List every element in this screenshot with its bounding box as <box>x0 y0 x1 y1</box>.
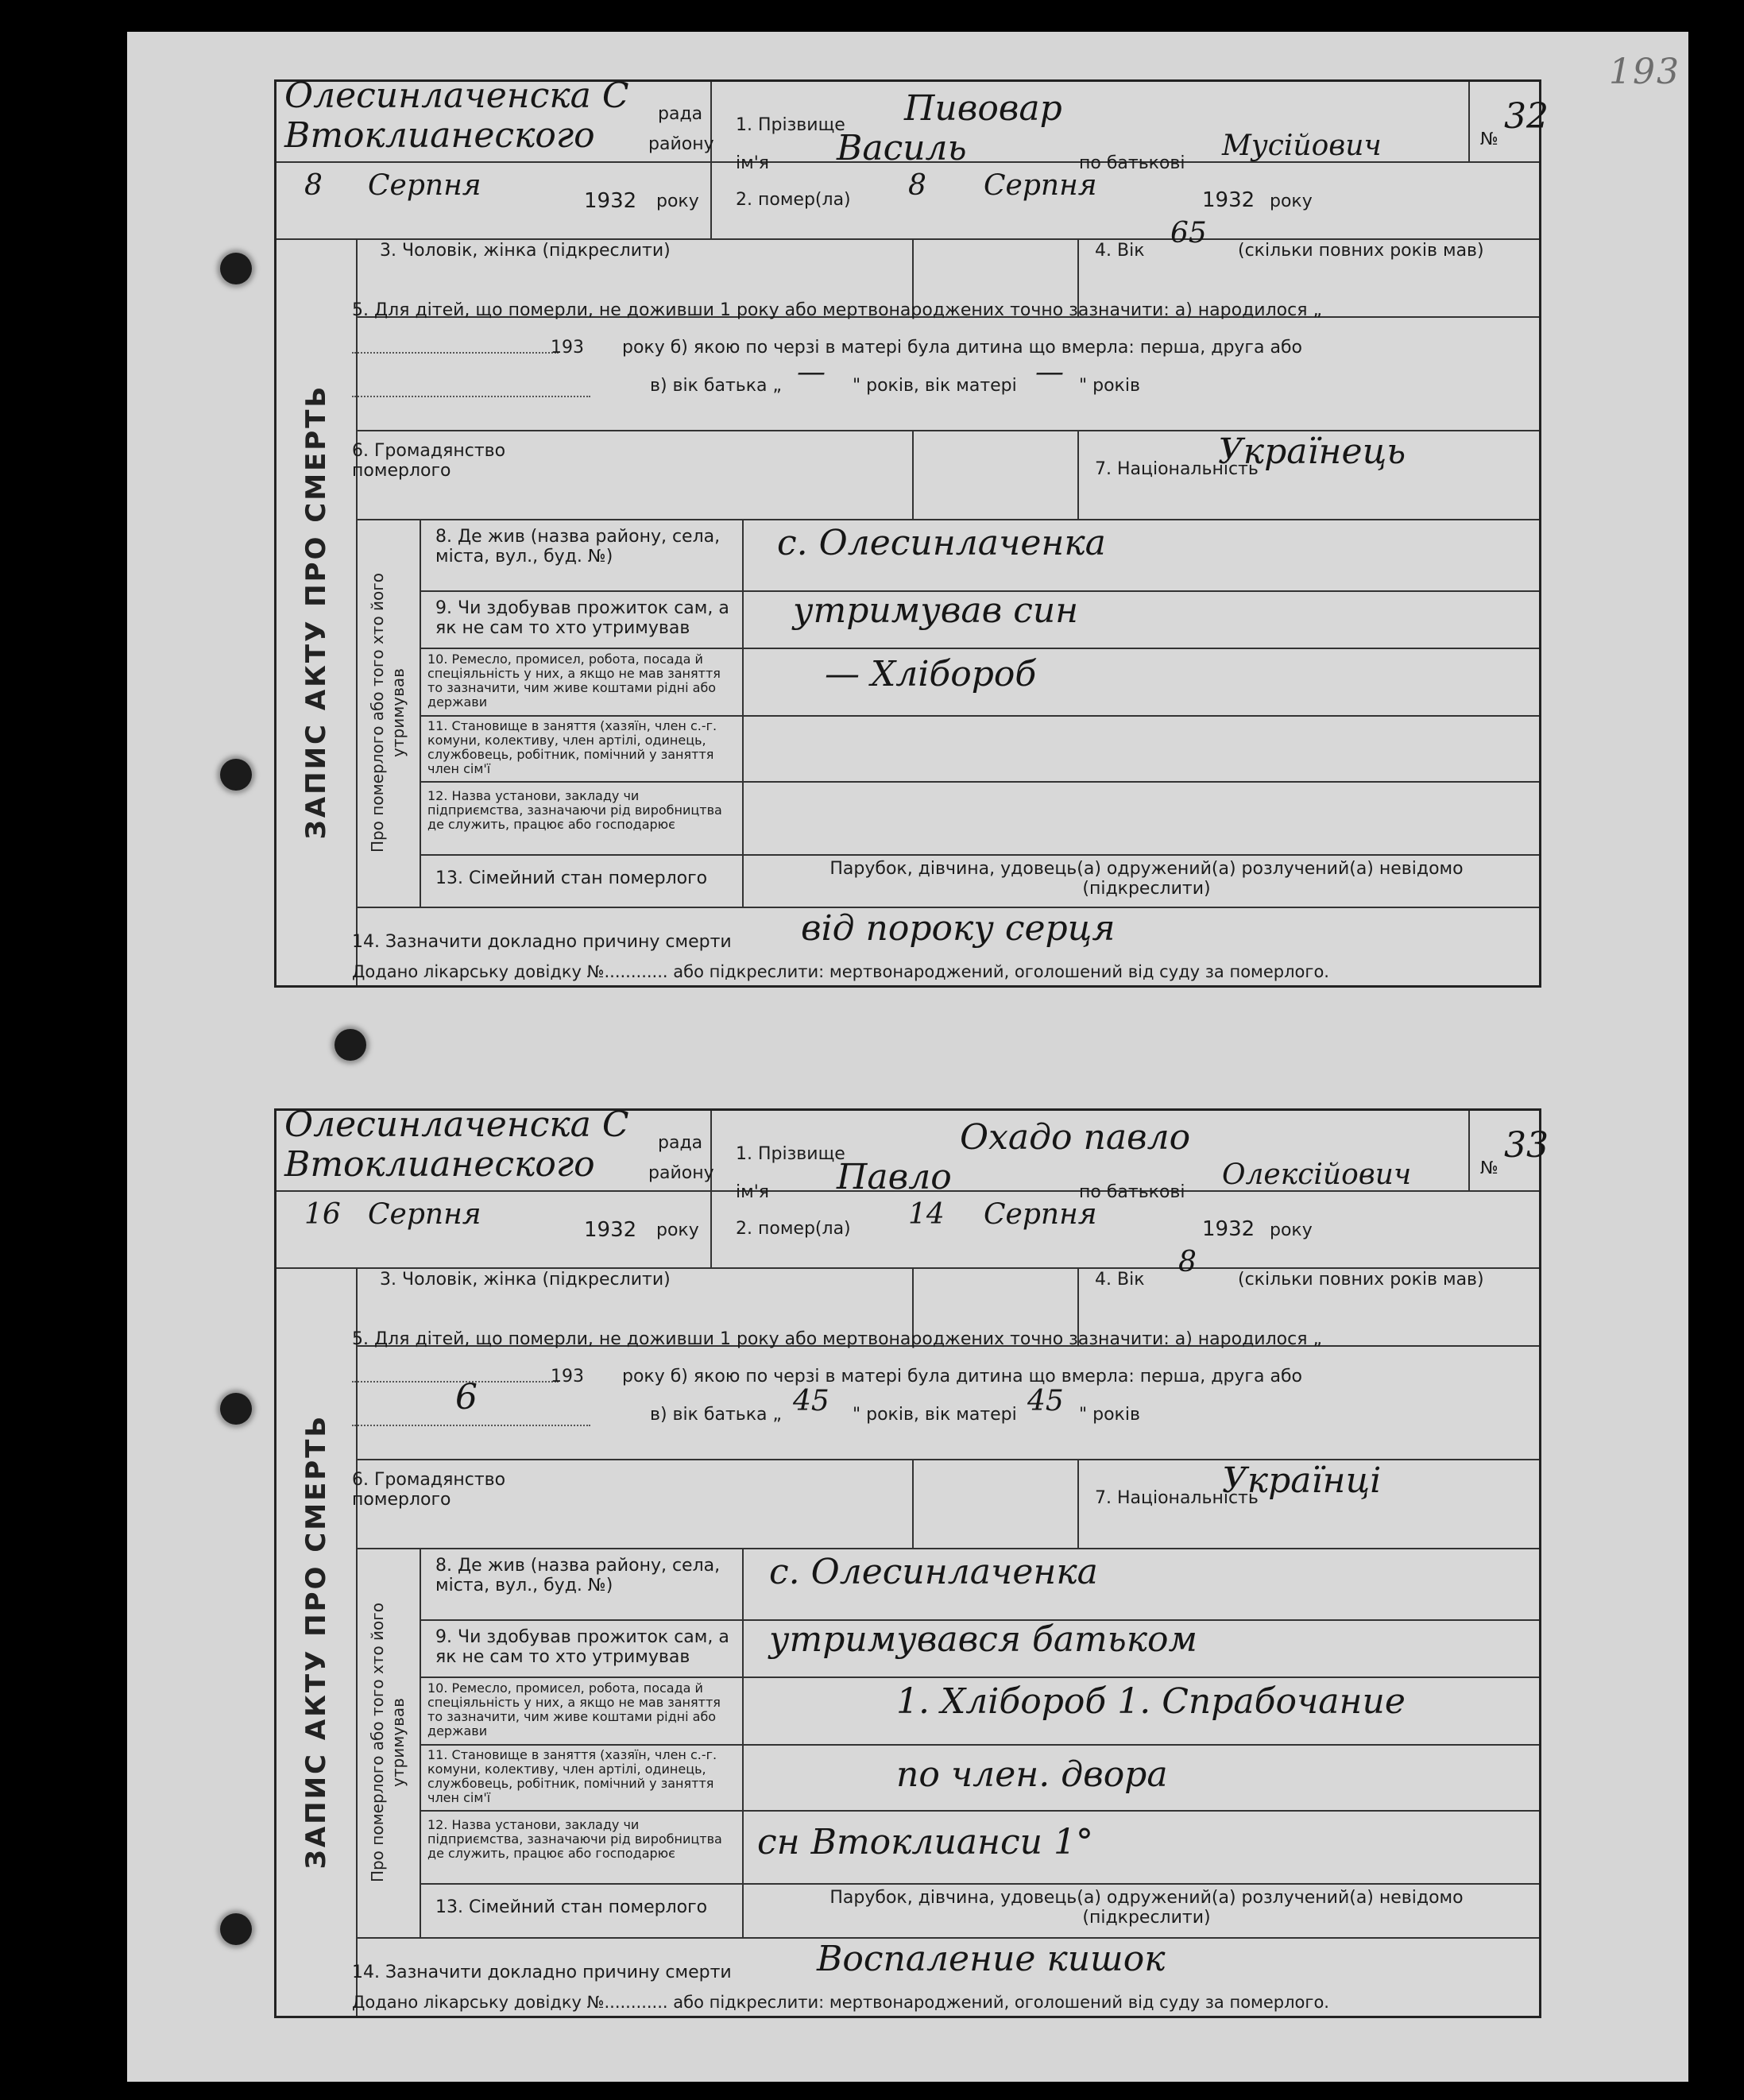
residence-handwritten: с. Олесинлаченка <box>769 1552 1098 1592</box>
marital-status-options: Парубок, дівчина, удовець(а) одружений(а) розлучений(а) невідомо (підкреслити) <box>829 859 1464 899</box>
sub-side-panel <box>356 1548 421 1937</box>
record-side-title: ЗАПИС АКТУ ПРО СМЕРТЬ <box>300 384 332 840</box>
child-birth-year: 193 <box>551 1367 584 1386</box>
citizenship-label: 6. Громадянство померлого <box>352 441 506 481</box>
age-handwritten: 8 <box>1178 1246 1197 1278</box>
punch-hole <box>220 253 252 284</box>
patronymic-label: по батькові <box>1079 153 1185 173</box>
patronymic-label: по батькові <box>1079 1182 1185 1202</box>
district-label: району <box>648 134 714 154</box>
reg-year-label: року <box>656 1220 699 1240</box>
reg-day-handwritten: 8 <box>304 169 323 202</box>
reg-day-handwritten: 16 <box>304 1198 341 1231</box>
medical-certificate-footer: Додано лікарську довідку №............ або підкреслити: мертвонароджений, оголошений від суду за померлого. <box>352 1993 1329 2012</box>
death-year: 1932 <box>1202 188 1255 212</box>
sex-label: 3. Чоловік, жінка (підкреслити) <box>380 241 671 261</box>
age-label: 4. Вік <box>1095 241 1145 261</box>
employment-status-handwritten: по член. двора <box>896 1754 1168 1795</box>
death-year: 1932 <box>1202 1217 1255 1241</box>
surname-label: 1. Прізвище <box>736 1144 845 1164</box>
occupation-label: 10. Ремесло, промисел, робота, посада й спеціяльність у них, а якщо не мав заняття то зазначити, чим живе коштами рідні або держави <box>427 1680 721 1738</box>
child-birth-year: 193 <box>551 338 584 358</box>
cause-of-death-handwritten: Воспаление кишок <box>817 1939 1166 1979</box>
mother-age-handwritten: — <box>1035 356 1064 389</box>
marital-status-label: 13. Сімейний стан померлого <box>435 1897 708 1917</box>
residence-handwritten: с. Олесинлаченка <box>777 523 1106 563</box>
support-label: 9. Чи здобував прожиток сам, а як не сам то хто утримував <box>435 598 729 638</box>
cause-of-death-handwritten: від пороку серця <box>801 908 1116 949</box>
employment-status-label: 11. Становище в заняття (хазяїн, член с.-г. комуни, колективу, член артілі, одинець, службовець, робітник, помічний у заняття член сім'ї <box>427 718 717 776</box>
mother-age-handwritten: 45 <box>1027 1385 1064 1417</box>
nationality-label: 7. Національність <box>1095 1488 1259 1508</box>
district-handwritten: Втоклианеского <box>284 1144 595 1185</box>
punch-hole <box>334 1029 366 1061</box>
child-clause-line1: 5. Для дітей, що померли, не доживши 1 року або мертвонароджених точно зазначити: а) народилося „ <box>352 300 1322 320</box>
mother-age-suffix: " років <box>1079 376 1140 396</box>
sub-side-panel <box>356 519 421 907</box>
reg-year-label: року <box>656 191 699 211</box>
nationality-label: 7. Національність <box>1095 459 1259 479</box>
surname-label: 1. Прізвище <box>736 115 845 135</box>
support-handwritten: утримувався батьком <box>769 1619 1197 1660</box>
sub-side-title: Про померлого або того хто його утримував <box>368 1602 408 1883</box>
name-handwritten: Василь <box>837 128 967 168</box>
surname-handwritten: Охадо павло <box>960 1117 1191 1158</box>
reg-month-handwritten: Серпня <box>368 169 481 202</box>
district-label: району <box>648 1163 714 1183</box>
death-record-32 <box>274 75 1549 988</box>
name-label: ім'я <box>736 1182 769 1202</box>
death-date-label: 2. помер(ла) <box>736 1219 851 1239</box>
employment-status-label: 11. Становище в заняття (хазяїн, член с.-г. комуни, колективу, член артілі, одинець, службовець, робітник, помічний у заняття член сім'ї <box>427 1747 717 1805</box>
record-side-title: ЗАПИС АКТУ ПРО СМЕРТЬ <box>300 1414 332 1870</box>
number-label: № <box>1480 130 1498 149</box>
death-day-handwritten: 8 <box>908 169 926 202</box>
father-age-handwritten: — <box>797 356 826 389</box>
support-handwritten: утримував син <box>793 590 1079 631</box>
mother-age-label: " років, вік матері <box>853 376 1017 396</box>
number-label: № <box>1480 1158 1498 1178</box>
reg-year: 1932 <box>584 1218 637 1242</box>
age-label: 4. Вік <box>1095 1270 1145 1290</box>
age-suffix: (скільки повних років мав) <box>1238 1270 1484 1290</box>
surname-handwritten: Пивовар <box>904 88 1062 129</box>
punch-hole <box>220 1393 252 1425</box>
workplace-label: 12. Назва установи, закладу чи підприємства, зазначаючи рід виробництва де служить, працює або господарює <box>427 788 722 832</box>
record-number-handwritten: 32 <box>1504 96 1549 137</box>
sex-label: 3. Чоловік, жінка (підкреслити) <box>380 1270 671 1290</box>
marital-status-options: Парубок, дівчина, удовець(а) одружений(а) розлучений(а) невідомо (підкреслити) <box>829 1888 1464 1928</box>
child-order-handwritten: 6 <box>455 1377 478 1417</box>
workplace-handwritten: сн Втоклианси 1° <box>757 1822 1093 1862</box>
cause-of-death-label: 14. Зазначити докладно причину смерти <box>352 1963 732 1982</box>
death-year-label: року <box>1270 191 1313 211</box>
name-handwritten: Павло <box>837 1157 952 1197</box>
marital-status-label: 13. Сімейний стан померлого <box>435 868 708 888</box>
cause-of-death-label: 14. Зазначити докладно причину смерти <box>352 932 732 952</box>
mother-age-suffix: " років <box>1079 1405 1140 1425</box>
death-day-handwritten: 14 <box>908 1198 945 1231</box>
council-label: рада <box>658 1133 703 1153</box>
support-label: 9. Чи здобував прожиток сам, а як не сам то хто утримував <box>435 1627 729 1667</box>
death-year-label: року <box>1270 1220 1313 1240</box>
punch-hole <box>220 1913 252 1945</box>
residence-label: 8. Де жив (назва району, села, міста, вул., буд. №) <box>435 1556 721 1595</box>
father-age-handwritten: 45 <box>793 1385 829 1417</box>
nationality-handwritten: Українець <box>1218 431 1406 472</box>
district-handwritten: Втоклианеского <box>284 115 595 156</box>
occupation-handwritten: 1. Хлібороб 1. Спрабочание <box>896 1681 1406 1722</box>
father-age-label: в) вік батька „ <box>650 376 782 396</box>
citizenship-label: 6. Громадянство померлого <box>352 1470 506 1510</box>
workplace-label: 12. Назва установи, закладу чи підприємства, зазначаючи рід виробництва де служить, працює або господарює <box>427 1817 722 1861</box>
medical-certificate-footer: Додано лікарську довідку №............ або підкреслити: мертвонароджений, оголошений від суду за померлого. <box>352 962 1329 981</box>
death-month-handwritten: Серпня <box>984 169 1097 202</box>
patronymic-handwritten: Мусійович <box>1222 130 1382 162</box>
child-clause-line1: 5. Для дітей, що померли, не доживши 1 року або мертвонароджених точно зазначити: а) народилося „ <box>352 1329 1322 1349</box>
name-label: ім'я <box>736 153 769 173</box>
death-record-33 <box>274 1104 1549 2018</box>
punch-hole <box>220 759 252 791</box>
reg-year: 1932 <box>584 189 637 213</box>
council-label: рада <box>658 104 703 124</box>
council-handwritten: Олесинлаченска С <box>284 75 629 116</box>
age-handwritten: 65 <box>1170 217 1207 249</box>
occupation-handwritten: — Хлібороб <box>825 654 1037 694</box>
mother-age-label: " років, вік матері <box>853 1405 1017 1425</box>
folio-number: 193 <box>1609 52 1680 92</box>
child-clause-line2: року б) якою по черзі в матері була дитина що вмерла: перша, друга або <box>622 338 1302 358</box>
council-handwritten: Олесинлаченска С <box>284 1104 629 1145</box>
death-month-handwritten: Серпня <box>984 1198 1097 1231</box>
child-clause-line2: року б) якою по черзі в матері була дитина що вмерла: перша, друга або <box>622 1367 1302 1386</box>
occupation-label: 10. Ремесло, промисел, робота, посада й спеціяльність у них, а якщо не мав заняття то зазначити, чим живе коштами рідні або держави <box>427 652 721 710</box>
side-panel <box>276 1267 358 2016</box>
sub-side-title: Про померлого або того хто його утримував <box>368 572 408 853</box>
record-number-handwritten: 33 <box>1504 1125 1549 1166</box>
residence-label: 8. Де жив (назва району, села, міста, вул., буд. №) <box>435 527 721 567</box>
father-age-label: в) вік батька „ <box>650 1405 782 1425</box>
patronymic-handwritten: Олексійович <box>1222 1158 1412 1191</box>
side-panel <box>276 238 358 985</box>
reg-month-handwritten: Серпня <box>368 1198 481 1231</box>
nationality-handwritten: Українці <box>1222 1460 1382 1501</box>
age-suffix: (скільки повних років мав) <box>1238 241 1484 261</box>
death-date-label: 2. помер(ла) <box>736 190 851 210</box>
